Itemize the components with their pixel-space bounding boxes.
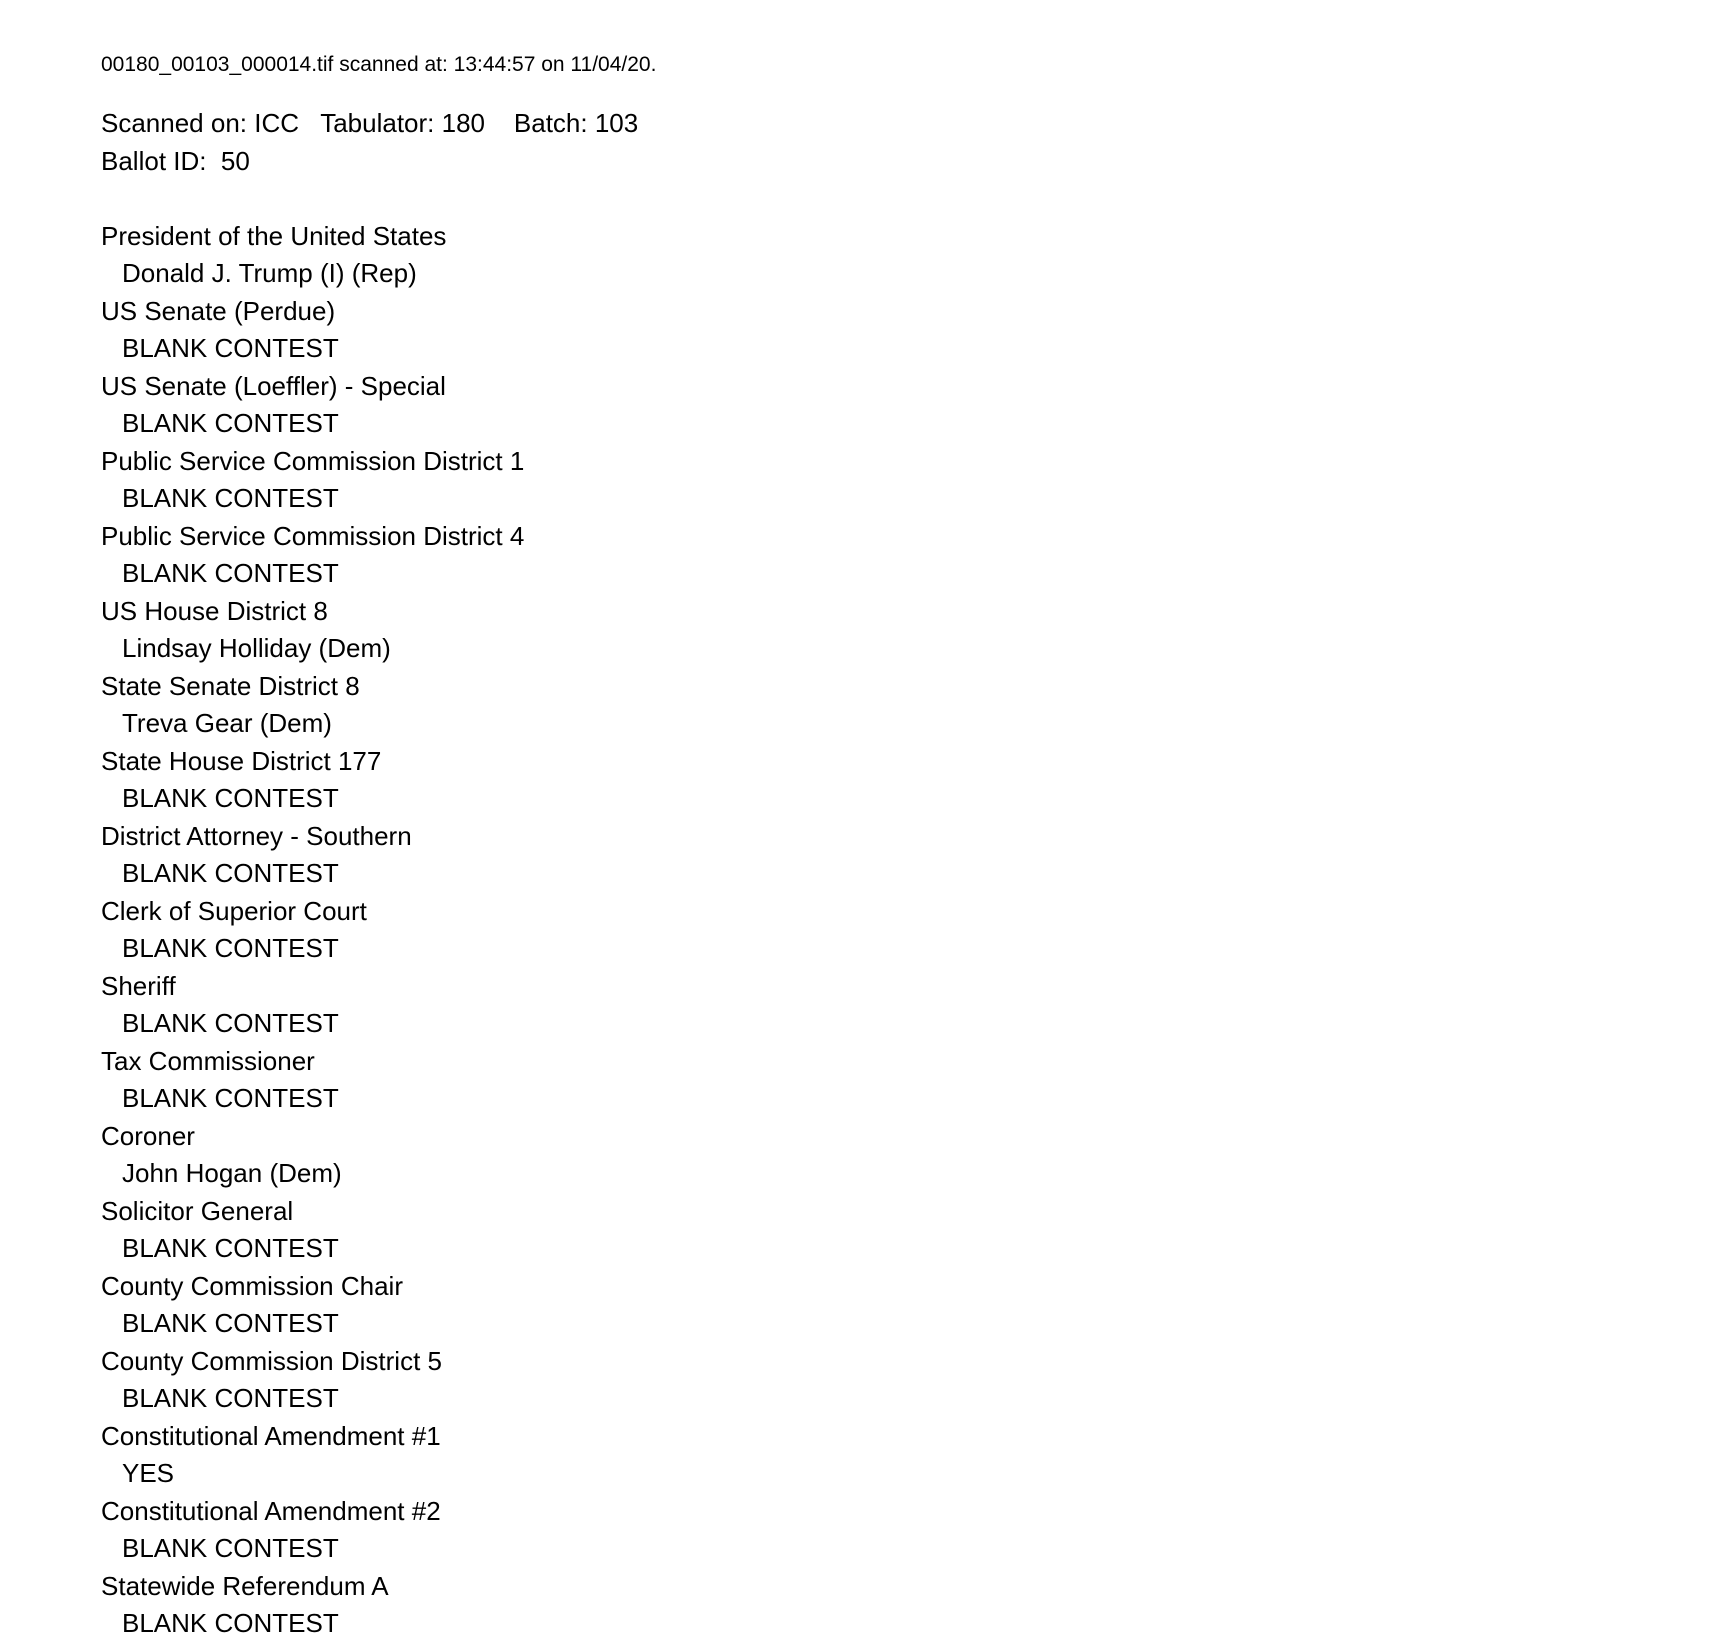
contest-item bbox=[101, 1418, 1601, 1493]
contest-choice: BLANK CONTEST bbox=[122, 1608, 339, 1638]
scanned-on-line: Scanned on: ICC Tabulator: 180 Batch: 103 bbox=[101, 108, 639, 138]
contest-title: Coroner bbox=[101, 1120, 195, 1151]
contest-title: County Commission Chair bbox=[101, 1270, 403, 1301]
contest-title: Sheriff bbox=[101, 970, 176, 1001]
ballot-header bbox=[101, 105, 1601, 180]
contest-item bbox=[101, 293, 1601, 368]
contest-list bbox=[101, 218, 1601, 1643]
contest-choice: BLANK CONTEST bbox=[122, 1233, 339, 1263]
contest-choice: BLANK CONTEST bbox=[122, 1383, 339, 1413]
contest-choice: BLANK CONTEST bbox=[122, 1083, 339, 1113]
contest-choice: BLANK CONTEST bbox=[122, 783, 339, 813]
contest-choice: Lindsay Holliday (Dem) bbox=[122, 633, 391, 663]
contest-item bbox=[101, 518, 1601, 593]
contest-choice: BLANK CONTEST bbox=[122, 483, 339, 513]
ballot-scan-report bbox=[101, 48, 1601, 1643]
contest-choice: BLANK CONTEST bbox=[122, 1008, 339, 1038]
contest-item bbox=[101, 1493, 1601, 1568]
contest-choice: YES bbox=[122, 1458, 175, 1488]
contest-item bbox=[101, 1043, 1601, 1118]
contest-item bbox=[101, 368, 1601, 443]
contest-item bbox=[101, 443, 1601, 518]
contest-item bbox=[101, 593, 1601, 668]
contest-title: Public Service Commission District 4 bbox=[101, 520, 525, 551]
contest-title: Clerk of Superior Court bbox=[101, 895, 367, 926]
contest-choice: John Hogan (Dem) bbox=[122, 1158, 342, 1188]
contest-item bbox=[101, 1193, 1601, 1268]
contest-item bbox=[101, 1268, 1601, 1343]
contest-item bbox=[101, 218, 1601, 293]
contest-choice: Donald J. Trump (I) (Rep) bbox=[122, 258, 417, 288]
contest-title: President of the United States bbox=[101, 220, 447, 251]
contest-item bbox=[101, 818, 1601, 893]
contest-item bbox=[101, 1568, 1601, 1643]
contest-title: US Senate (Loeffler) - Special bbox=[101, 370, 446, 401]
contest-choice: BLANK CONTEST bbox=[122, 408, 339, 438]
contest-choice: Treva Gear (Dem) bbox=[122, 708, 332, 738]
contest-title: Tax Commissioner bbox=[101, 1045, 315, 1076]
contest-title: Solicitor General bbox=[101, 1195, 294, 1226]
contest-choice: BLANK CONTEST bbox=[122, 1308, 339, 1338]
contest-title: Statewide Referendum A bbox=[101, 1570, 389, 1601]
contest-title: US House District 8 bbox=[101, 595, 328, 626]
contest-item bbox=[101, 893, 1601, 968]
contest-title: Constitutional Amendment #2 bbox=[101, 1495, 441, 1526]
contest-title: US Senate (Perdue) bbox=[101, 295, 336, 326]
contest-choice: BLANK CONTEST bbox=[122, 558, 339, 588]
ballot-id-line: Ballot ID: 50 bbox=[101, 145, 250, 176]
contest-title: District Attorney - Southern bbox=[101, 820, 412, 851]
contest-choice: BLANK CONTEST bbox=[122, 1533, 339, 1563]
contest-item bbox=[101, 968, 1601, 1043]
contest-item bbox=[101, 743, 1601, 818]
contest-choice: BLANK CONTEST bbox=[122, 858, 339, 888]
scan-info-line: 00180_00103_000014.tif scanned at: 13:44:57 on 11/04/20. bbox=[101, 53, 657, 76]
contest-item bbox=[101, 668, 1601, 743]
contest-title: County Commission District 5 bbox=[101, 1345, 442, 1376]
contest-title: Constitutional Amendment #1 bbox=[101, 1420, 441, 1451]
contest-title: Public Service Commission District 1 bbox=[101, 445, 525, 476]
contest-choice: BLANK CONTEST bbox=[122, 333, 339, 363]
contest-item bbox=[101, 1118, 1601, 1193]
contest-title: State Senate District 8 bbox=[101, 670, 360, 701]
contest-choice: BLANK CONTEST bbox=[122, 933, 339, 963]
contest-title: State House District 177 bbox=[101, 745, 382, 776]
contest-item bbox=[101, 1343, 1601, 1418]
